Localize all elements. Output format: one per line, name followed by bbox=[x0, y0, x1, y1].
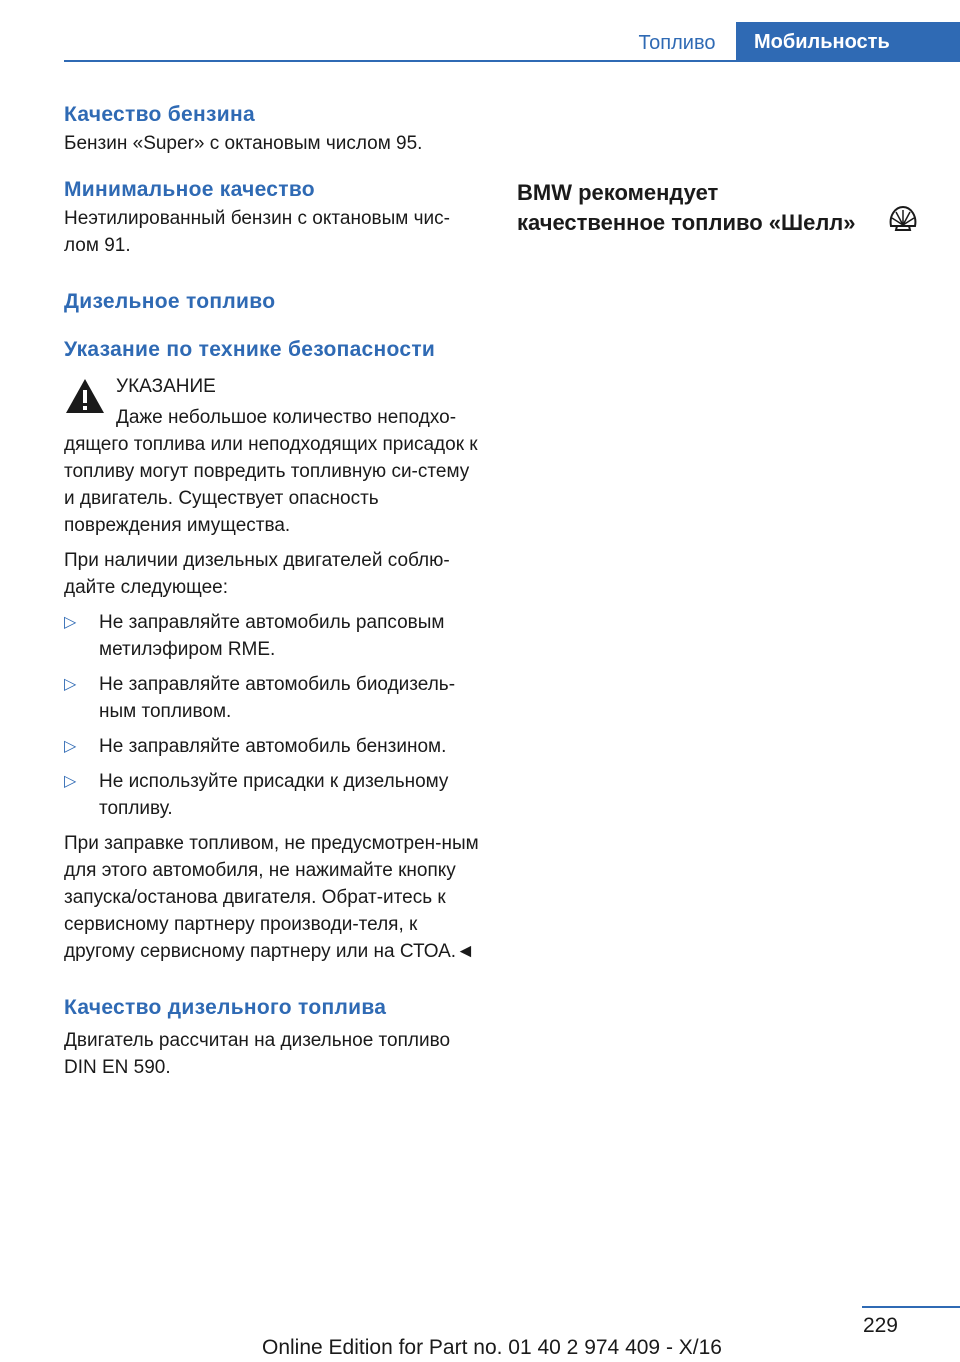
bullet-triangle-icon: ▷ bbox=[64, 738, 77, 755]
min-quality-text: Неэтилированный бензин с октановым чис-лом 91. bbox=[64, 208, 450, 256]
list-item bbox=[64, 768, 484, 822]
list-item bbox=[64, 609, 484, 663]
warning-triangle-icon bbox=[64, 377, 106, 415]
section-title-safety: Указание по технике безопасности bbox=[64, 338, 436, 361]
list-item bbox=[64, 671, 484, 725]
list-item-text: Не заправляйте автомобиль биодизель-ным топливом. bbox=[99, 674, 456, 722]
right-column bbox=[517, 178, 917, 238]
list-item-text: Не заправляйте автомобиль бензином. bbox=[99, 736, 447, 757]
bullet-triangle-icon: ▷ bbox=[64, 614, 77, 631]
bullet-triangle-icon: ▷ bbox=[64, 676, 77, 693]
list-item-text: Не заправляйте автомобиль рапсовым метилэфиром RME. bbox=[99, 612, 445, 660]
bullet-triangle-icon: ▷ bbox=[64, 773, 77, 790]
warning-text: дящего топлива или неподходящих присадок к топливу могут повредить топливную си-стему и двигатель. Существует опасность повреждения имущества. bbox=[64, 434, 478, 536]
tab-fuel[interactable]: Топливо bbox=[638, 31, 716, 54]
tab-mobility[interactable]: Мобильность bbox=[736, 22, 960, 62]
list-item bbox=[64, 733, 484, 760]
section-title-petrol-quality: Качество бензина bbox=[64, 103, 255, 126]
closing-text: При заправке топливом, не предусмотрен-ным для этого автомобиля, не нажимайте кнопку запуска/останова двигателя. Обрат-итесь к сервисному партнеру производи-теля, к другому сервисному партнеру или на СТОА.◄ bbox=[64, 833, 479, 962]
warning-label: УКАЗАНИЕ bbox=[116, 376, 216, 397]
warning-block bbox=[64, 373, 484, 539]
bmw-recommends-line1: BMW рекомендует bbox=[517, 180, 719, 205]
diesel-quality-text: Двигатель рассчитан на дизельное топливо DIN EN 590. bbox=[64, 1030, 451, 1078]
shell-logo-icon bbox=[887, 204, 919, 234]
petrol-quality-text: Бензин «Super» с октановым числом 95. bbox=[64, 133, 423, 154]
section-title-diesel: Дизельное топливо bbox=[64, 290, 276, 313]
diesel-intro-text: При наличии дизельных двигателей соблю-дайте следующее: bbox=[64, 550, 450, 598]
page-number: 229 bbox=[862, 1314, 898, 1337]
bmw-recommends-line2: качественное топливо «Шелл» bbox=[517, 210, 856, 235]
warning-text-first-line: Даже небольшое количество неподхо- bbox=[116, 407, 457, 428]
footer-rule bbox=[862, 1306, 960, 1308]
section-title-diesel-quality: Качество дизельного топлива bbox=[64, 996, 387, 1019]
section-title-min-quality: Минимальное качество bbox=[64, 178, 315, 201]
list-item-text: Не используйте присадки к дизельному топливу. bbox=[99, 771, 449, 819]
diesel-rules-list bbox=[64, 609, 484, 822]
edition-line: Online Edition for Part no. 01 40 2 974 409 - X/16 bbox=[262, 1336, 722, 1359]
left-column bbox=[64, 100, 484, 1081]
